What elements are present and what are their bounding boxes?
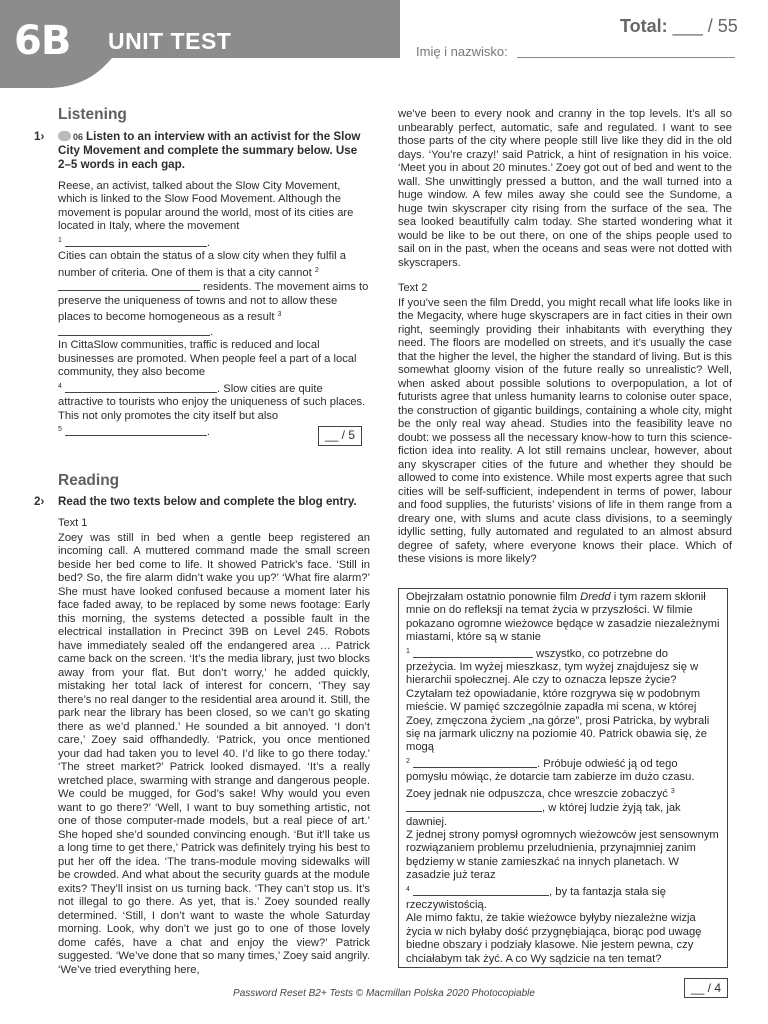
blog-gap-2[interactable] <box>413 757 537 768</box>
blog-entry-box <box>398 588 728 968</box>
text-1-body: Zoey was still in bed when a gentle beep registered an incoming call. A muttered command made the small screen beside her bed come to life. It showed Patrick’s face. ‘Still in bed? So, the fire alarm didn’t wake you up?’ ‘What fire alarm?’ She must have looked confused because a moment later his face faded away, to be replaced by some news footage: Early this morning, the systems detected a possible fault in the electrical installation in Precinct 39B on Level 245. Robots have immediately sealed off the endangered area … Patrick came back on the screen. ‘It’s the media library, just two blocks away from your flat. But don’t worry,’ he added quickly, mistaking her total lack of interest for concern, ‘They say there’s no real danger to the residential area around it. Still, the park near the library has been closed, so we can’t go skating there as we’d planned.’ He sounded a bit annoyed. ‘I don’t care,’ Zoey said offhandedly. ‘Patrick, you once mentioned your dad had taken you to level 40. I’d like to go there today.’ ‘The street market?’ Patrick looked dismayed. ‘It’s a really wretched place, swarming with strange and dangerous people. We could be mugged, for God’s sake! Why would you even want to go there?’ ‘Well, I want to buy something artistic, not one of those computer-made models, but a real piece of art.’ She hoped she’d sounded convincing enough. ‘But it’ll take us a long time to get there,’ Patrick was definitely trying his best to put her off the idea. ‘The trans-module moving sidewalks will be crowded. And what about the security guards at the module exits? They’ll insist on us turning back. ‘They can’t stop us. It’s not illegal to go there. As yet, that is.’ Zoey sounded really determined. ‘Still, I don’t want to waste the whole Saturday morning. Look, why don’t we just go to one of those lovely dome cafés, have a chat and enjoy the view?’ Patrick suggested. ‘We’ve done that so many times,’ Zoey said angrily. ‘We’ve tried everything here, <box>58 531 370 976</box>
task-1-instructions <box>34 129 370 172</box>
blog-gap-1[interactable] <box>413 647 533 658</box>
blog-p4: . Próbuje odwieść ją od tego pomysłu mówiąc, że dotarcie tam zabierze im dużo czasu. Zoey jednak nie odpuszcza, chce wreszcie zobaczyć <box>406 757 695 800</box>
summary-p3: residents. The movement aims to preserve the uniqueness of towns and not to allow these places to become homogeneous as a result <box>58 281 369 323</box>
total-score <box>620 16 738 37</box>
blog-gap-4-number: 4 <box>406 885 410 893</box>
text-2-body: If you’ve seen the film Dredd, you might recall what life looks like in the Megacity, where huge skyscrapers are in fact cities in their own right, seemingly providing their inhabitants with everything they need. The floors are modelled on streets, and it’s usually the case that the higher the level, the higher the standard of living. But is this somewhat gloomy vision of the future really so unrealistic? Well, when asked about possible solutions to overpopulation, a lot of futurists agree that unless humanity learns to colonise outer space, the construction of gigantic buildings, containing a whole city, might be the only real way ahead. Studies into the feasibility leave no doubt: we possess all the necessary know-how to turn this science-fiction idea into reality. A lot still remains unclear, however, about any skyscraper cities of the future and whether they should be allowed to come into existence. While most experts agree that such cities will be self-sufficient, independent in terms of power, labour and food supplies, the futurists’ visions of life in them range from a dreary one, with slums and acute class divisions, to a seemingly idyllic setting, fully automated and regulated to an almost absurd degree of safety, where everyone knows their place. Which of these visions is more likely? <box>398 296 732 565</box>
total-max: / 55 <box>707 16 738 36</box>
blog-gap-3[interactable] <box>406 801 542 812</box>
summary-p5: . Slow cities are quite attractive to tourists who enjoy the uniqueness of such places. This not only promotes the city itself but also <box>58 382 366 422</box>
text-1-continued: we’ve been to every nook and cranny in the top levels. It’s all so unbearably perfect, automatic, safe and regulated. I want to see those parts of the city where people still live like they did in the old days. ‘You’re crazy!’ said Patrick, a hint of resignation in his voice. ‘Meet you in about 20 minutes.’ Zoey got out of bed and went to the wall. She unwittingly pressed a button, and the wall turned into a huge window. A few miles away she could see the Sundome, a huge twin skyscraper city rising from the surface of the sea. The sea looked beautifully calm today. She started wondering what it would be like to be out there, on one of the ships people used to sail on in the past, when the oceans and seas were not dotted with skyscrapers. <box>398 108 732 269</box>
task-2-number: 2› <box>34 495 45 508</box>
reading-score-box[interactable]: __ / 4 <box>684 978 728 998</box>
name-line <box>416 44 735 59</box>
blog-p7: , by ta fantazja stała się rzeczywistością. <box>406 885 666 911</box>
total-blank: ___ <box>672 16 703 36</box>
task-1-text: Listen to an interview with an activist for the Slow City Movement and complete the summary below. Use 2–5 words in each gap. <box>58 129 361 171</box>
summary-p2: Cities can obtain the status of a slow city when they fulfil a number of criteria. One of them is that a city cannot <box>58 250 346 279</box>
gap-5-number: 5 <box>58 426 62 433</box>
task-2-text: Read the two texts below and complete the blog entry. <box>58 495 357 508</box>
task-2-instructions <box>34 495 370 509</box>
gap-3-number: 3 <box>277 311 282 318</box>
track-number: 06 <box>73 131 84 142</box>
task-1-number: 1› <box>34 129 45 143</box>
right-column <box>398 108 732 567</box>
gap-5[interactable] <box>65 425 207 436</box>
footer: Password Reset B2+ Tests © Macmillan Polska 2020 Photocopiable <box>233 988 535 999</box>
summary-text: Reese, an activist, talked about the Slow City Movement, which is linked to the Slow Food Movement. Although the movement is popular around the world, most of its cities are located in Italy, where the movement $^1$ . Cities can obtain the status of a slow city when they fulfil a number of criteria. One of them is that a city cannot $^2$ residents. The movement aims to preserve the uniqueness of towns and not to allow these places to become homogeneous as a result $^3$ . In CittaSlow communities, traffic is reduced and local businesses are promoted. When people feel a part of a local community, they also become $^4$ . Slow cities are quite attractive to tourists who enjoy the uniqueness of such places. This not only promotes the city itself but also $^5$ . <box>58 179 369 438</box>
text-2-label: Text 2 <box>398 282 428 294</box>
gap-2-number: 2 <box>314 266 319 274</box>
name-label: Imię i nazwisko: <box>416 44 508 59</box>
blog-p3: Czytałam też opowiadanie, które rozgrywa się w podobnym mieście. W pamięć szczególnie zapadła mi scena, w której Zoey, zmęczona życiem „na górze”, prosi Patricka, by wybrali się na jarmark uliczny na poziomie 40. Patrick obawia się, że mogą <box>406 687 710 754</box>
left-column <box>34 106 370 977</box>
blog-gap-1-number: 1 <box>406 647 410 655</box>
blog-p8: Ale mimo faktu, że takie wieżowce byłyby niezależne wizja życia w nich byłaby dość przygnębiająca, biorąc pod uwagę biedne obszary i podziały klasowe. Nie jestem pewna, czy chciałabym tak żyć. A co Wy sądzicie na ten temat? <box>406 912 702 965</box>
blog-gap-4[interactable] <box>413 885 549 896</box>
gap-1[interactable] <box>65 236 207 247</box>
listening-score-box[interactable]: __ / 5 <box>318 426 362 446</box>
summary-p1: Reese, an activist, talked about the Slow City Movement, which is linked to the Slow Food Movement. Although the movement is popular around the world, most of its cities are located in Italy, where the movement <box>58 179 354 232</box>
text-1-label: Text 1 <box>58 517 88 529</box>
blog-p6: Z jednej strony pomysł ogromnych wieżowców jest sensownym rozwiązaniem problemu przeludnienia, przynajmniej zanim będziemy w stanie zamieszkać na innych planetach. W zasadzie już teraz <box>406 828 719 882</box>
listening-title: Listening <box>58 106 127 123</box>
blog-p2: wszystko, co potrzebne do przeżycia. Im wyżej mieszkasz, tym wyżej znajdujesz się w hierarchii społecznej. Ale czy to oznacza lepsze życie? <box>406 647 699 687</box>
blog-film-title: Dredd <box>580 591 611 603</box>
gap-2[interactable] <box>58 280 200 291</box>
gap-4-number: 4 <box>58 382 62 390</box>
audio-cd-icon <box>58 131 71 141</box>
summary-p4: In CittaSlow communities, traffic is reduced and local businesses are promoted. When people feel a part of a local community, they also become <box>58 339 357 378</box>
task-1-number-text: 1 <box>34 129 41 143</box>
unit-title: UNIT TEST <box>108 28 232 54</box>
total-label: Total: <box>620 16 668 36</box>
blog-p1a: Obejrzałam ostatnio ponownie film <box>406 591 578 603</box>
task-2-number-text: 2 <box>34 495 41 508</box>
unit-number: 6B <box>14 18 71 64</box>
name-field[interactable] <box>517 45 735 58</box>
blog-p5: , w której ludzie żyją tak, jak dawniej. <box>406 802 681 828</box>
gap-1-number: 1 <box>58 236 62 244</box>
reading-title: Reading <box>58 471 120 489</box>
blog-gap-3-number: 3 <box>670 787 675 795</box>
blog-p1b: i tym razem skłonił mnie on do refleksji na temat życia w przyszłości. W filmie pokazano ogromne wieżowce będące w zasadzie niezależnymi miastami, które są w stanie <box>406 591 720 644</box>
gap-4[interactable] <box>65 382 217 393</box>
blog-gap-2-number: 2 <box>406 757 410 765</box>
gap-3[interactable] <box>58 325 210 336</box>
